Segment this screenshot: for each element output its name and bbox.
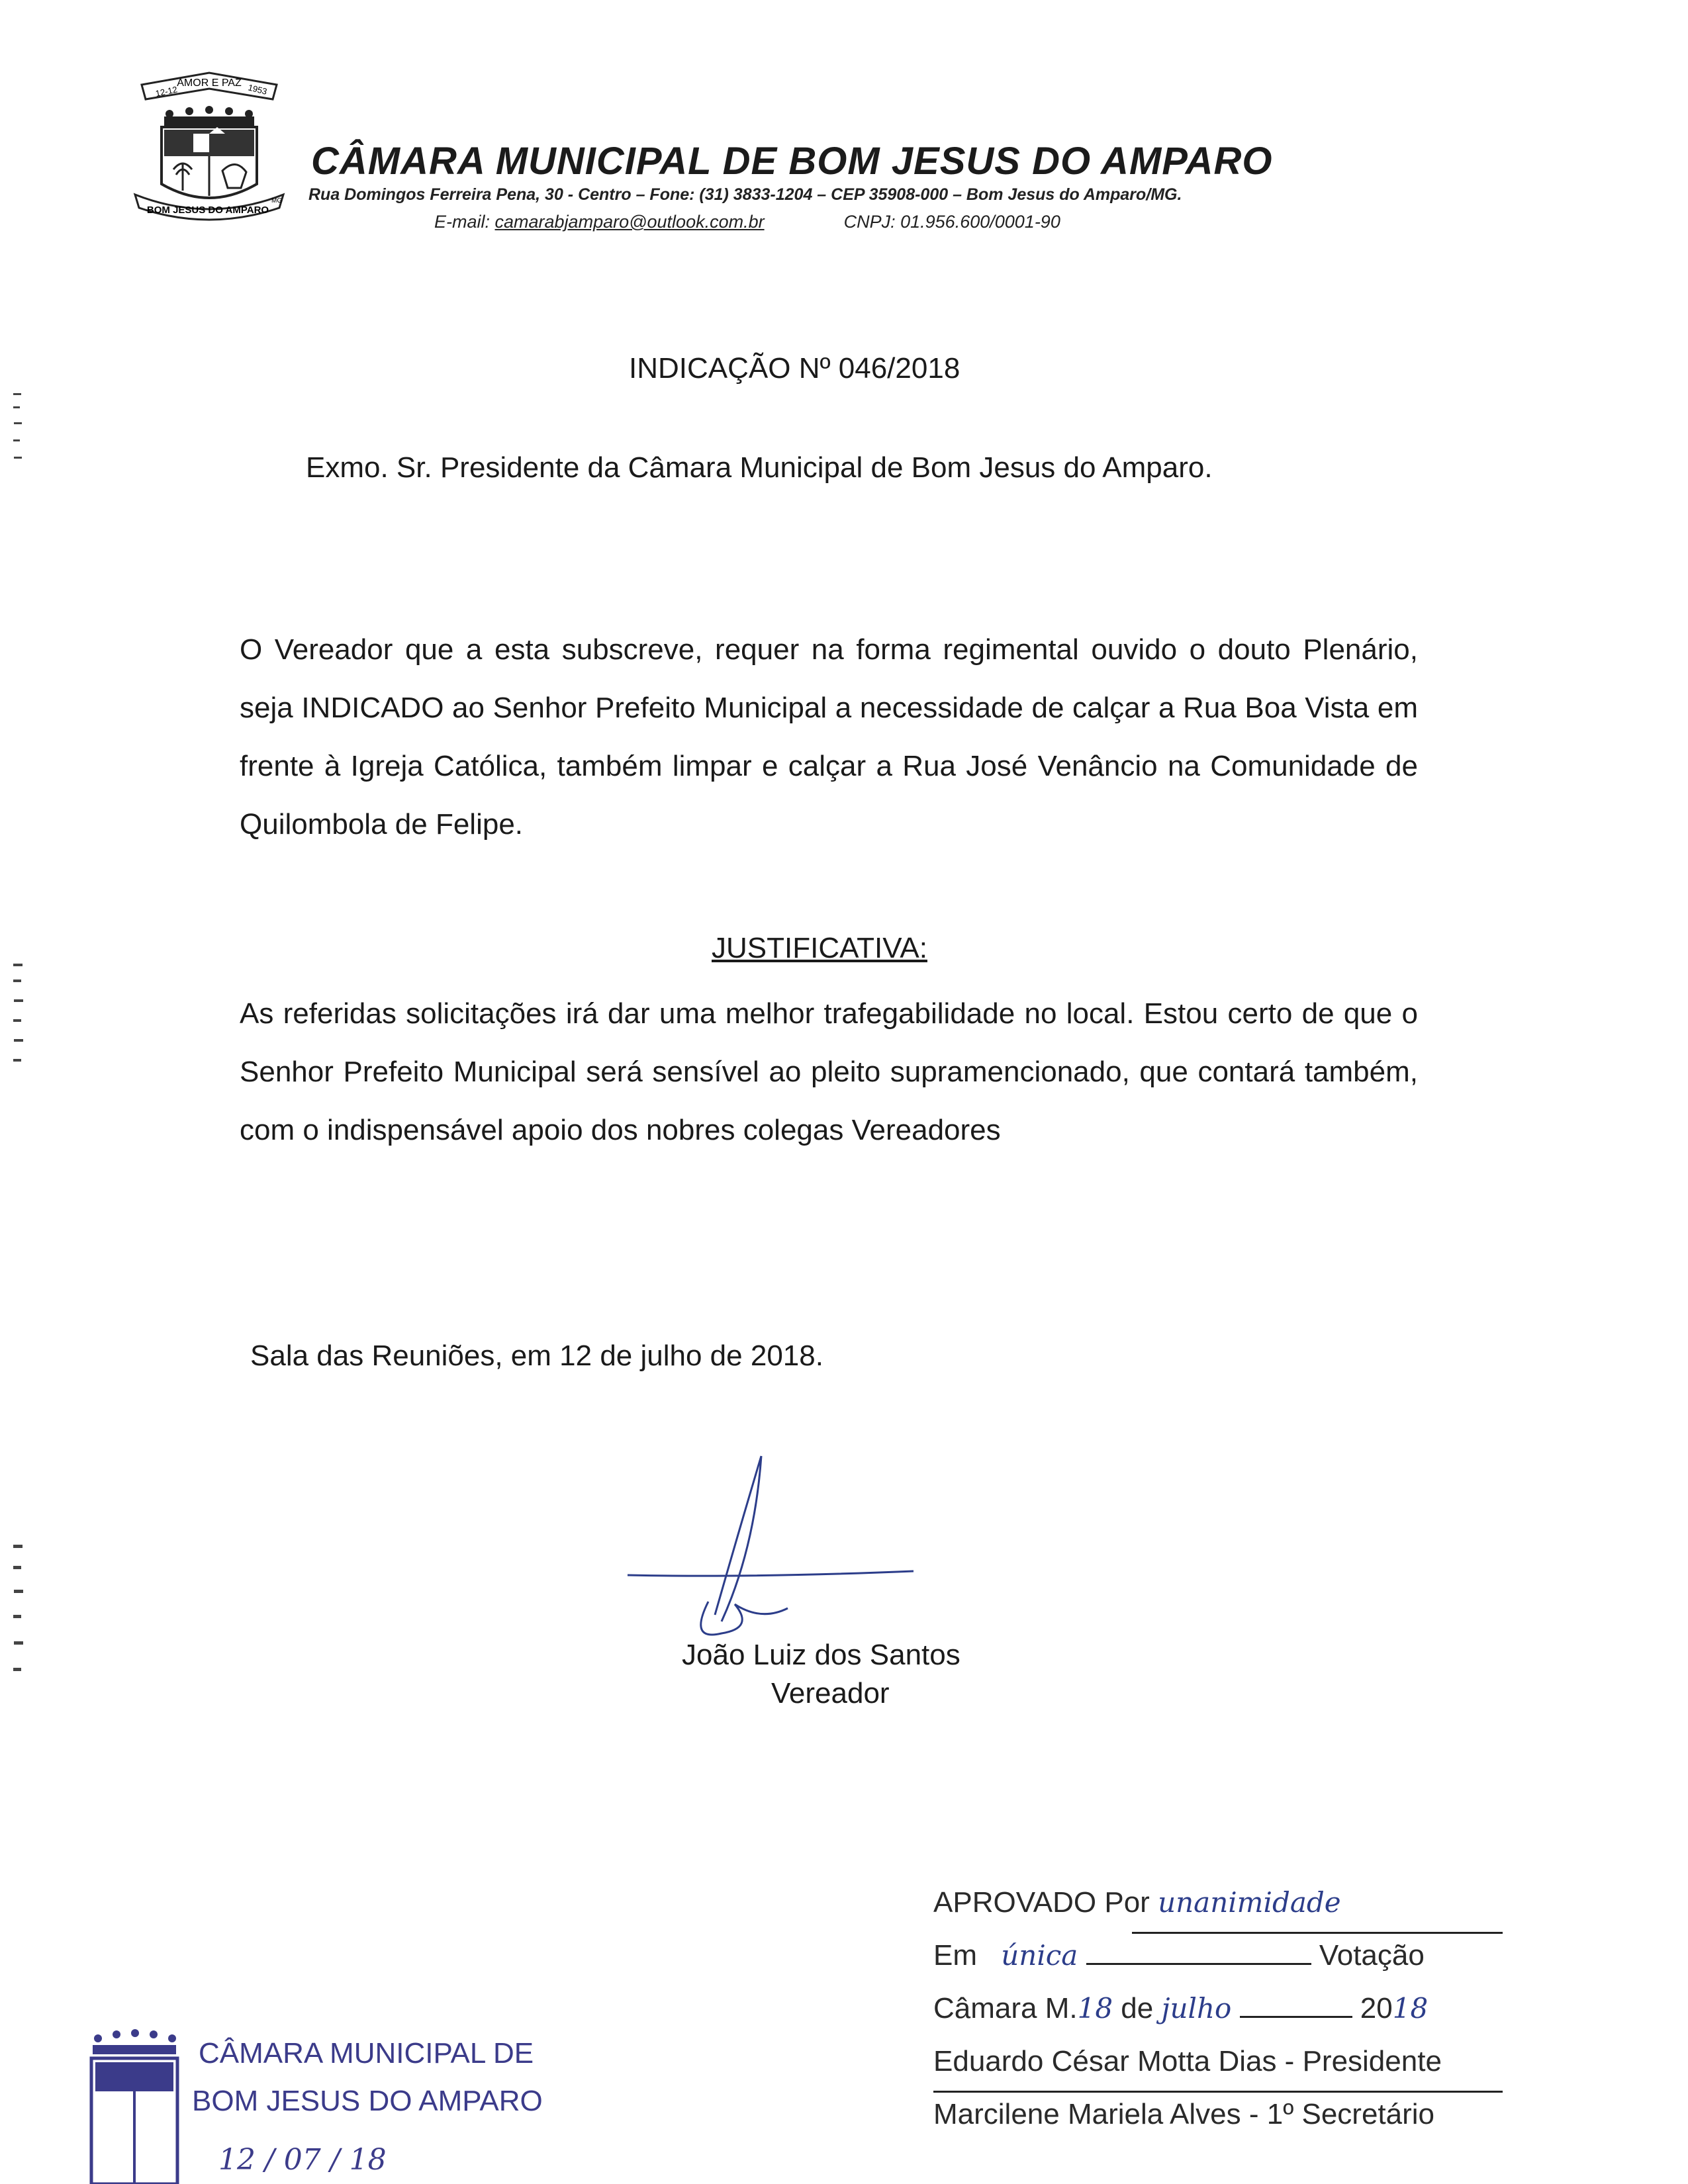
em-label: Em [933,1939,977,1972]
org-name: CÂMARA MUNICIPAL DE BOM JESUS DO AMPARO [311,140,1273,183]
crest-date: 12-12 [154,84,179,99]
justification-paragraph: As referidas solicitações irá dar uma melhor trafegabilidade no local. Estou certo de que o Senhor Prefeito Municipal será sensível ao pleito supramencionado, que contará também, com o indispensável apoio dos nobres colegas Vereadores [240,997,1418,1146]
approved-by-value: unanimidade [1158,1886,1341,1919]
signer-role: Vereador [771,1677,890,1709]
secretary-row [933,2098,1503,2131]
stamp-rule [1132,1932,1503,1934]
addressee: Exmo. Sr. Presidente da Câmara Municipal de Bom Jesus do Amparo. [306,451,1213,484]
cnpj: CNPJ: 01.956.600/0001-90 [843,212,1060,232]
approved-by-label: APROVADO Por [933,1886,1150,1919]
president-row [933,2045,1503,2098]
de-label: de [1121,1992,1154,2025]
date-row [933,1992,1503,2045]
municipal-crest-icon [130,58,289,224]
year-prefix: 20 [1360,1992,1393,2025]
year-value: 18 [1392,1992,1429,2025]
date-line: Sala das Reuniões, em 12 de julho de 2018. [250,1340,823,1372]
em-value: única [1001,1939,1078,1972]
main-paragraph: O Vereador que a esta subscreve, requer na forma regimental ouvido o douto Plenário, seja INDICADO ao Senhor Prefeito Municipal a necessidade de calçar a Rua Boa Vista em frente à Igreja Católica, também limpar e calçar a Rua José Venâncio na Comunidade de Quilombola de Felipe. [240,633,1418,841]
email-label: E-mail: [434,212,495,232]
stamp-line [1240,2009,1352,2018]
day-value: 18 [1077,1992,1113,2025]
session-row [933,1939,1503,1992]
scan-mark [12,960,24,1072]
president-line: Eduardo César Motta Dias - Presidente [933,2045,1442,2077]
approval-row [933,1886,1503,1939]
received-stamp-crest-icon [78,2025,191,2184]
secretary-line: Marcilene Mariela Alves - 1º Secretário [933,2098,1435,2130]
org-contact [434,212,1060,232]
stamp-rule [933,2091,1503,2093]
scan-mark [12,390,24,477]
crest-ribbon: BOM JESUS DO AMPARO [146,205,269,216]
received-stamp-line1: CÂMARA MUNICIPAL DE [199,2037,534,2070]
scan-mark [12,1542,24,1694]
votacao-label: Votação [1319,1939,1425,1972]
stamp-line [1086,1956,1311,1965]
approval-stamp [933,1886,1503,2131]
crest-motto: AMOR E PAZ [177,77,242,89]
signer-name: João Luiz dos Santos [682,1639,961,1671]
crest-year: 1953 [247,82,268,97]
handwritten-signature [622,1449,927,1648]
document-title: INDICAÇÃO Nº 046/2018 [629,352,961,385]
email-link[interactable]: camarabjamparo@outlook.com.br [494,212,765,232]
justification-title: JUSTIFICATIVA: [712,932,927,964]
camara-label: Câmara M. [933,1992,1078,2025]
org-address: Rua Domingos Ferreira Pena, 30 - Centro – Fone: (31) 3833-1204 – CEP 35908-000 – Bom Jesus do Amparo/MG. [308,185,1182,204]
received-stamp-date: 12 / 07 / 18 [218,2143,387,2177]
month-value: julho [1161,1992,1232,2025]
crest-state: MG [271,197,283,205]
received-stamp-line2: BOM JESUS DO AMPARO [192,2085,543,2117]
